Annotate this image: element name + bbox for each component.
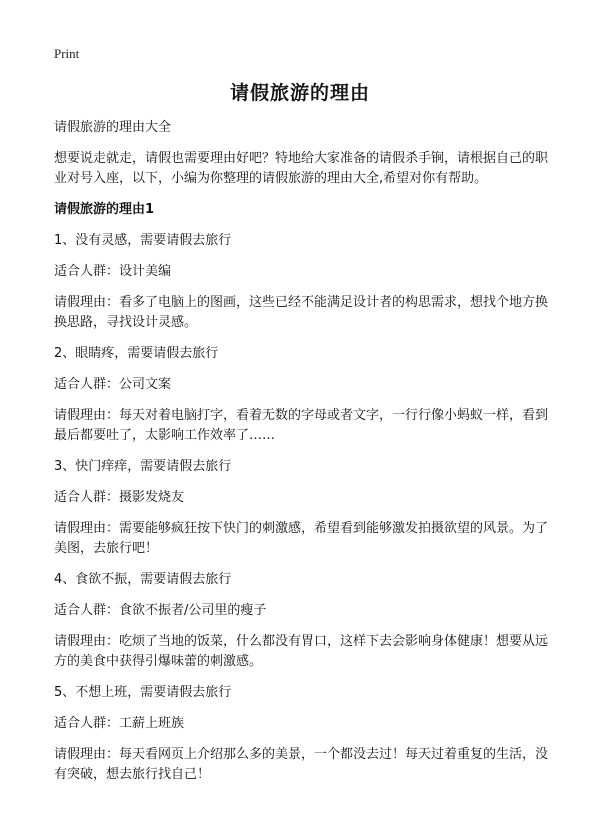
item-heading: 4、食欲不振，需要请假去旅行: [54, 572, 232, 587]
item-audience: 适合人群：食欲不振者/公司里的瘦子: [54, 603, 267, 618]
page-title: 请假旅游的理由: [229, 82, 370, 104]
section-title: 请假旅游的理由1: [54, 202, 155, 217]
item-reason: 请假理由：看多了电脑上的图画，这些已经不能满足设计者的构思需求，想找个地方换换思路，寻找设计灵感。: [54, 295, 549, 330]
item-audience: 适合人群：设计美编: [54, 264, 172, 279]
item-reason: 请假理由：吃烦了当地的饭菜，什么都没有胃口，这样下去会影响身体健康！想要从远方的美食中获得引爆味蕾的刺激感。: [54, 634, 549, 669]
article-body: [54, 118, 554, 785]
item-heading: 3、快门痒痒，需要请假去旅行: [54, 459, 232, 474]
item-audience: 适合人群：工薪上班族: [54, 716, 185, 731]
item-audience: 适合人群：摄影发烧友: [54, 490, 185, 505]
print-link[interactable]: Print: [54, 46, 80, 61]
item-heading: 5、不想上班，需要请假去旅行: [54, 685, 232, 700]
item-audience: 适合人群：公司文案: [54, 377, 172, 392]
item-heading: 2、眼睛疼，需要请假去旅行: [54, 346, 219, 361]
item-reason: 请假理由：需要能够疯狂按下快门的刺激感，希望看到能够激发拍摄欲望的风景。为了美图，去旅行吧！: [54, 521, 549, 556]
intro-paragraph: 想要说走就走，请假也需要理由好吧？特地给大家准备的请假杀手锏，请根据自己的职业对号入座，以下，小编为你整理的请假旅游的理由大全,希望对你有帮助。: [54, 151, 549, 186]
item-heading: 1、没有灵感，需要请假去旅行: [54, 233, 232, 248]
item-reason: 请假理由：每天对着电脑打字，看着无数的字母或者文字，一行行像小蚂蚁一样，看到最后都要吐了，太影响工作效率了……: [54, 408, 549, 443]
subtitle: 请假旅游的理由大全: [54, 120, 172, 135]
item-reason: 请假理由：每天看网页上介绍那么多的美景，一个都没去过！每天过着重复的生活，没有突破，想去旅行找自己！: [54, 747, 549, 782]
